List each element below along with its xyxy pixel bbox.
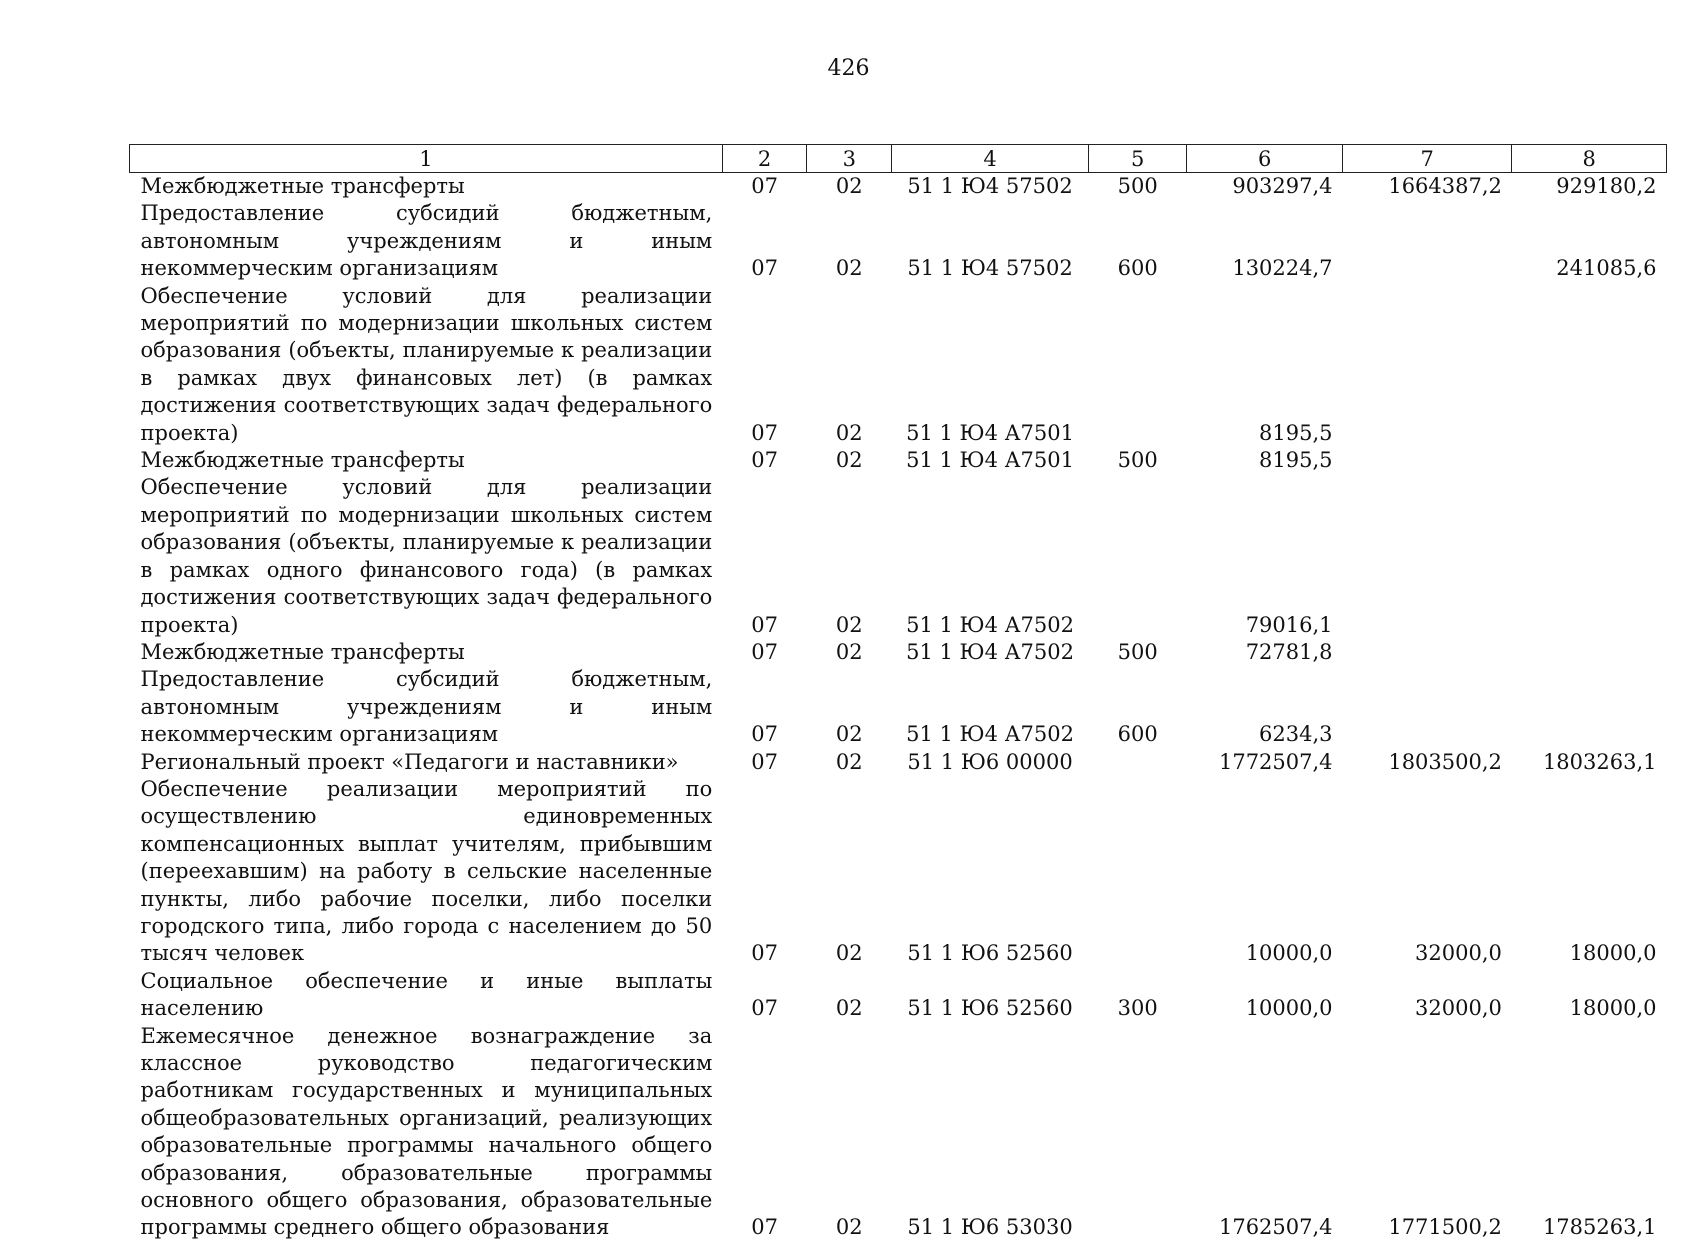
row-name: Обеспечение условий для реализации мероприятий по модернизации школьных систем образования (объекты, планируемые к реализации в рамках одного финансового года) (в рамках достижения соответствующих задач федерального проекта) [140,475,713,637]
row-amount-1: 72781,8 [1245,639,1333,664]
row-amount-1: 130224,7 [1232,256,1333,281]
row-amount-1: 903297,4 [1232,174,1333,198]
table-row [130,639,1667,666]
table-body [130,173,1667,1242]
header-col-6: 6 [1187,145,1343,173]
row-amount-1: 6234,3 [1259,722,1333,747]
row-amount-3 [1512,639,1667,666]
page-number: 426 [827,56,870,81]
row-subsection: 02 [835,420,863,445]
row-target-code: 51 1 Ю4 А7502 [906,639,1074,664]
row-subsection: 02 [835,448,863,473]
row-subsection: 02 [835,174,863,198]
row-amount-2 [1343,447,1512,474]
row-name: Межбюджетные трансферты [140,639,465,664]
row-amount-3: 241085,6 [1556,256,1657,281]
row-amount-1: 10000,0 [1245,996,1333,1021]
row-name: Предоставление субсидий бюджетным, автономным учреждениям и иным некоммерческим организациям [140,201,713,281]
row-section: 07 [751,174,778,198]
row-subsection: 02 [835,941,863,966]
row-target-code: 51 1 Ю4 57502 [907,174,1073,198]
row-amount-3 [1512,283,1667,447]
table-row [130,968,1667,1023]
row-amount-3: 18000,0 [1569,996,1657,1021]
row-name: Социальное обеспечение и иные выплаты населению [140,968,713,1021]
row-amount-2: 1664387,2 [1388,174,1502,198]
row-section: 07 [751,420,778,445]
row-expense-type [1089,776,1187,968]
row-section: 07 [751,996,778,1021]
row-expense-type: 500 [1117,174,1158,198]
header-col-2: 2 [722,145,807,173]
row-name: Обеспечение условий для реализации мероприятий по модернизации школьных систем образования (объекты, планируемые к реализации в рамках двух финансовых лет) (в рамках достижения соответствующих задач федерального проекта) [140,283,713,445]
row-subsection: 02 [835,722,863,747]
row-amount-2: 32000,0 [1415,941,1502,966]
header-col-5: 5 [1089,145,1187,173]
row-amount-1: 79016,1 [1245,612,1333,637]
row-name: Межбюджетные трансферты [140,174,465,198]
row-target-code: 51 1 Ю4 А7501 [906,448,1074,473]
table-row [130,1023,1667,1242]
row-expense-type: 600 [1117,256,1158,281]
row-name: Региональный проект «Педагоги и наставники» [140,749,679,774]
table-row [130,666,1667,748]
row-amount-2 [1343,200,1512,282]
row-amount-2 [1343,666,1512,748]
row-expense-type: 500 [1117,448,1158,473]
row-expense-type [1089,283,1187,447]
table-row [130,776,1667,968]
row-amount-1: 10000,0 [1245,941,1333,966]
row-target-code: 51 1 Ю4 57502 [907,256,1073,281]
row-subsection: 02 [835,612,863,637]
row-section: 07 [751,612,778,637]
row-subsection: 02 [835,749,863,774]
row-target-code: 51 1 Ю4 А7502 [906,722,1074,747]
table-row [130,447,1667,474]
table-row [130,173,1667,201]
row-amount-3: 1803263,1 [1542,749,1657,774]
row-target-code: 51 1 Ю6 52560 [907,996,1073,1021]
row-amount-2 [1343,283,1512,447]
row-name: Обеспечение реализации мероприятий по осуществлению единовременных компенсационных выплат учителям, прибывшим (переехавшим) на работу в сельские населенные пункты, либо рабочие поселки, либо поселки городского типа, либо города с населением до 50 тысяч человек [140,776,713,966]
table-header-row [130,145,1667,173]
row-target-code: 51 1 Ю4 А7501 [906,420,1074,445]
table-row [130,283,1667,447]
row-section: 07 [751,448,778,473]
row-subsection: 02 [835,256,863,281]
row-name: Предоставление субсидий бюджетным, автономным учреждениям и иным некоммерческим организациям [140,667,713,747]
table-row [130,200,1667,282]
row-target-code: 51 1 Ю4 А7502 [906,612,1074,637]
row-section: 07 [751,941,778,966]
row-section: 07 [751,722,778,747]
row-expense-type: 300 [1117,996,1158,1021]
row-name: Ежемесячное денежное вознаграждение за классное руководство педагогическим работникам государственных и муниципальных общеобразовательных организаций, реализующих образовательные программы начального общего образования, образовательные программы основного общего образования, образовательные программы среднего общего образования [140,1023,713,1240]
row-amount-3: 929180,2 [1556,174,1657,198]
row-amount-3: 18000,0 [1569,941,1657,966]
header-col-7: 7 [1343,145,1512,173]
row-amount-1: 1762507,4 [1218,1215,1333,1240]
row-amount-1: 8195,5 [1259,420,1333,445]
row-amount-2: 1803500,2 [1388,749,1502,774]
table-row [130,749,1667,776]
row-expense-type: 500 [1117,639,1158,664]
row-section: 07 [751,639,778,664]
row-amount-3: 1785263,1 [1542,1215,1657,1240]
row-target-code: 51 1 Ю6 52560 [907,941,1073,966]
row-expense-type [1089,749,1187,776]
row-amount-3 [1512,447,1667,474]
row-subsection: 02 [835,1215,863,1240]
row-amount-2 [1343,639,1512,666]
row-amount-2: 1771500,2 [1388,1215,1502,1240]
table-row [130,474,1667,638]
header-col-1: 1 [130,145,723,173]
row-section: 07 [751,256,778,281]
row-amount-3 [1512,666,1667,748]
row-amount-1: 8195,5 [1259,448,1333,473]
header-col-8: 8 [1512,145,1667,173]
header-col-3: 3 [807,145,892,173]
row-target-code: 51 1 Ю6 00000 [907,749,1073,774]
row-name: Межбюджетные трансферты [140,448,465,473]
row-expense-type [1089,474,1187,638]
header-col-4: 4 [892,145,1089,173]
row-amount-1: 1772507,4 [1218,749,1333,774]
row-amount-2: 32000,0 [1415,996,1502,1021]
row-amount-2 [1343,474,1512,638]
row-expense-type [1089,1023,1187,1242]
row-expense-type: 600 [1117,722,1158,747]
row-section: 07 [751,749,778,774]
row-subsection: 02 [835,639,863,664]
row-subsection: 02 [835,996,863,1021]
row-target-code: 51 1 Ю6 53030 [907,1215,1073,1240]
row-amount-3 [1512,474,1667,638]
row-section: 07 [751,1215,778,1240]
budget-table [129,144,1667,1242]
